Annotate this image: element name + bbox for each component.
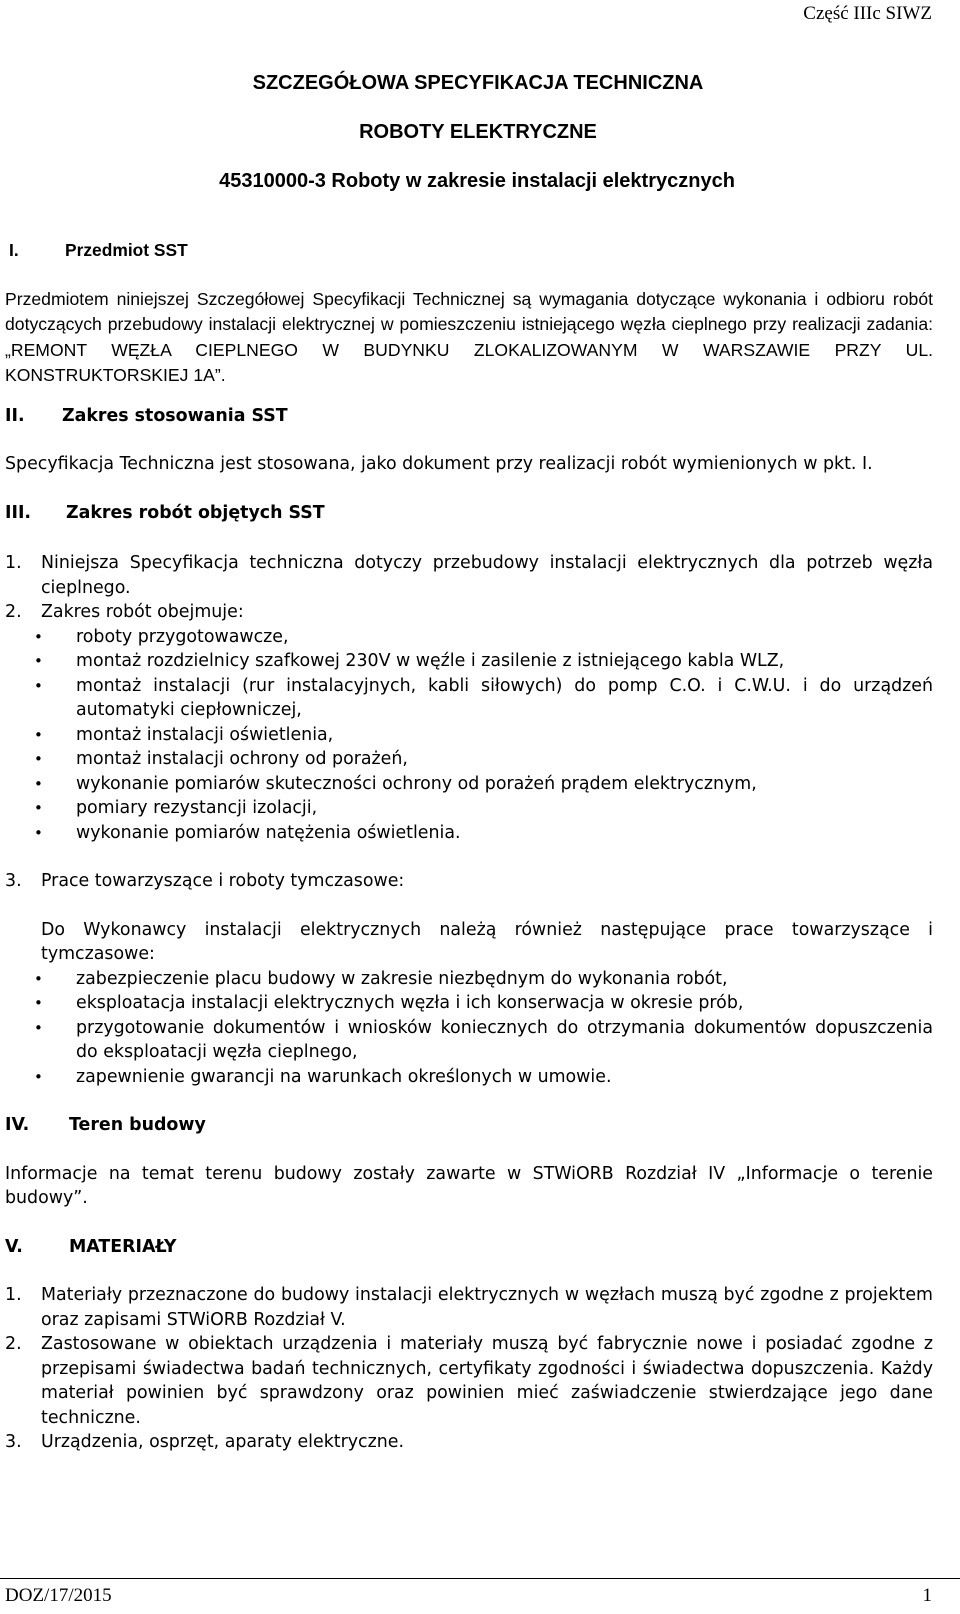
bullet-text: montaż instalacji oświetlenia,: [76, 724, 334, 745]
bullet-text: zabezpieczenie placu budowy w zakresie niezbędnym do wykonania robót,: [76, 968, 728, 989]
list-item: [5, 747, 933, 772]
section-heading-5: [5, 1235, 933, 1260]
section-number: IV.: [5, 1115, 30, 1135]
list-item: [5, 967, 933, 992]
section-title: Zakres robót objętych SST: [66, 502, 325, 523]
bullet-text: roboty przygotowawcze,: [76, 626, 289, 647]
section-title: MATERIAŁY: [69, 1236, 177, 1257]
document-subtitle: ROBOTY ELEKTRYCZNE: [359, 121, 597, 143]
bullet-icon: •: [34, 1067, 43, 1086]
auxiliary-works-intro: Do Wykonawcy instalacji elektrycznych należą również następujące prace towarzyszące i tymczasowe:: [41, 919, 933, 964]
section-title: Zakres stosowania SST: [62, 405, 288, 426]
list-item: [5, 1065, 933, 1090]
list-item: [5, 772, 933, 797]
bullet-text: zapewnienie gwarancji na warunkach określonych w umowie.: [76, 1066, 612, 1087]
bullet-icon: •: [34, 799, 43, 817]
list-item: [5, 796, 933, 821]
list-item: [5, 1430, 933, 1455]
bullet-text: pomiary rezystancji izolacji,: [76, 798, 318, 818]
item-number: 3.: [5, 871, 22, 891]
list-item: [5, 674, 933, 723]
bullet-text: montaż instalacji (rur instalacyjnych, kabli siłowych) do pomp C.O. i C.W.U. i do urządzeń automatyki ciepłowniczej,: [76, 675, 933, 720]
bullet-icon: •: [34, 994, 43, 1012]
scope-bullets: [5, 625, 933, 846]
list-item: [5, 869, 933, 894]
item-number: 2.: [5, 1334, 22, 1354]
auxiliary-bullets: [5, 967, 933, 1090]
list-item: [5, 625, 933, 650]
section-number: III.: [5, 502, 32, 523]
bullet-text: przygotowanie dokumentów i wniosków koniecznych do otrzymania dokumentów dopuszczenia do eksploatacji węzła cieplnego,: [76, 1017, 933, 1062]
cpv-code-title: 45310000-3 Roboty w zakresie instalacji elektrycznych: [219, 170, 735, 192]
list-item: [5, 649, 933, 674]
item-text: Materiały przeznaczone do budowy instalacji elektrycznych w węzłach muszą być zgodne z projektem oraz zapisami STWiORB Rozdział V.: [41, 1285, 933, 1330]
section-4-body: Informacje na temat terenu budowy zostały zawarte w STWiORB Rozdział IV „Informacje o terenie budowy”.: [5, 1163, 933, 1208]
item-number: 3.: [5, 1432, 22, 1452]
bullet-icon: •: [34, 676, 43, 695]
list-item: [5, 1332, 933, 1430]
page-number: 1: [922, 1585, 932, 1606]
section-2-body: Specyfikacja Techniczna jest stosowana, jako dokument przy realizacji robót wymienionych w pkt. I.: [5, 454, 873, 474]
section-heading-3: [5, 501, 933, 526]
item-text: Prace towarzyszące i roboty tymczasowe:: [41, 871, 405, 891]
item-number: 1.: [5, 1285, 22, 1305]
document-title: SZCZEGÓŁOWA SPECYFIKACJA TECHNICZNA: [252, 72, 704, 94]
document-number: DOZ/17/2015: [5, 1585, 112, 1606]
bullet-icon: •: [34, 652, 43, 670]
materials-list: [5, 1283, 933, 1455]
list-item: [5, 991, 933, 1016]
list-item: [5, 723, 933, 748]
item-text: Zakres robót obejmuje:: [41, 602, 244, 622]
section-number: II.: [5, 405, 25, 426]
section-heading-1: [9, 238, 933, 263]
bullet-icon: •: [34, 823, 43, 842]
section-title: Teren budowy: [69, 1115, 206, 1135]
bullet-text: wykonanie pomiarów skuteczności ochrony od porażeń prądem elektrycznym,: [76, 773, 757, 794]
section-number: I.: [9, 240, 19, 260]
item-number: 1.: [5, 553, 22, 573]
list-item: [5, 1283, 933, 1332]
item-text: Niniejsza Specyfikacja techniczna dotyczy przebudowy instalacji elektrycznych dla potrzeb węzła cieplnego.: [41, 553, 933, 598]
bullet-text: montaż rozdzielnicy szafkowej 230V w węźle i zasilenie z istniejącego kabla WLZ,: [76, 651, 785, 671]
bullet-icon: •: [34, 750, 43, 768]
section-1-body: [5, 287, 933, 389]
item-text: Zastosowane w obiektach urządzenia i materiały muszą być fabrycznie nowe i posiadać zgodne z przepisami świadectwa badań technicznych, certyfikaty zgodności i świadectwa dopuszczenia. Każdy materiał powinien być sprawdzony oraz powinien mieć zaświadczenie stwierdzające jego dane techniczne.: [41, 1334, 933, 1428]
bullet-text: montaż instalacji ochrony od porażeń,: [76, 749, 408, 769]
page-footer: [0, 1578, 960, 1614]
item-number: 2.: [5, 602, 22, 622]
bullet-icon: •: [34, 627, 43, 646]
section-1-text: Przedmiotem niniejszej Szczegółowej Specyfikacji Technicznej są wymagania dotyczące wykonania i odbioru robót dotyczących przebudowy instalacji elektrycznej w pomieszczeniu istniejącego węzła cieplnego przy realizacji zadania: „REMONT WĘZŁA CIEPLNEGO W BUDYNKU ZLOKALIZOWANYM W WARSZAWIE PRZY UL. KONSTRUKTORSKIEJ 1A”.: [5, 288, 933, 385]
bullet-icon: •: [34, 1018, 43, 1037]
section-heading-2: [5, 404, 933, 429]
item-text: Urządzenia, osprzęt, aparaty elektryczne.: [41, 1432, 404, 1452]
scope-list: [5, 551, 933, 625]
list-item: [5, 551, 933, 600]
bullet-icon: •: [34, 969, 43, 988]
list-item: [5, 1016, 933, 1065]
bullet-text: wykonanie pomiarów natężenia oświetlenia.: [76, 822, 461, 843]
bullet-icon: •: [34, 725, 43, 744]
section-heading-4: [5, 1113, 933, 1138]
section-number: V.: [5, 1236, 23, 1257]
bullet-text: eksploatacja instalacji elektrycznych węzła i ich konserwacja w okresie prób,: [76, 993, 744, 1013]
page-header: Część IIIc SIWZ: [803, 3, 932, 24]
list-item: [5, 821, 933, 846]
list-item: [5, 600, 933, 625]
document-body: [5, 238, 933, 1455]
section-title: Przedmiot SST: [65, 240, 188, 260]
bullet-icon: •: [34, 774, 43, 793]
auxiliary-works: [5, 869, 933, 894]
